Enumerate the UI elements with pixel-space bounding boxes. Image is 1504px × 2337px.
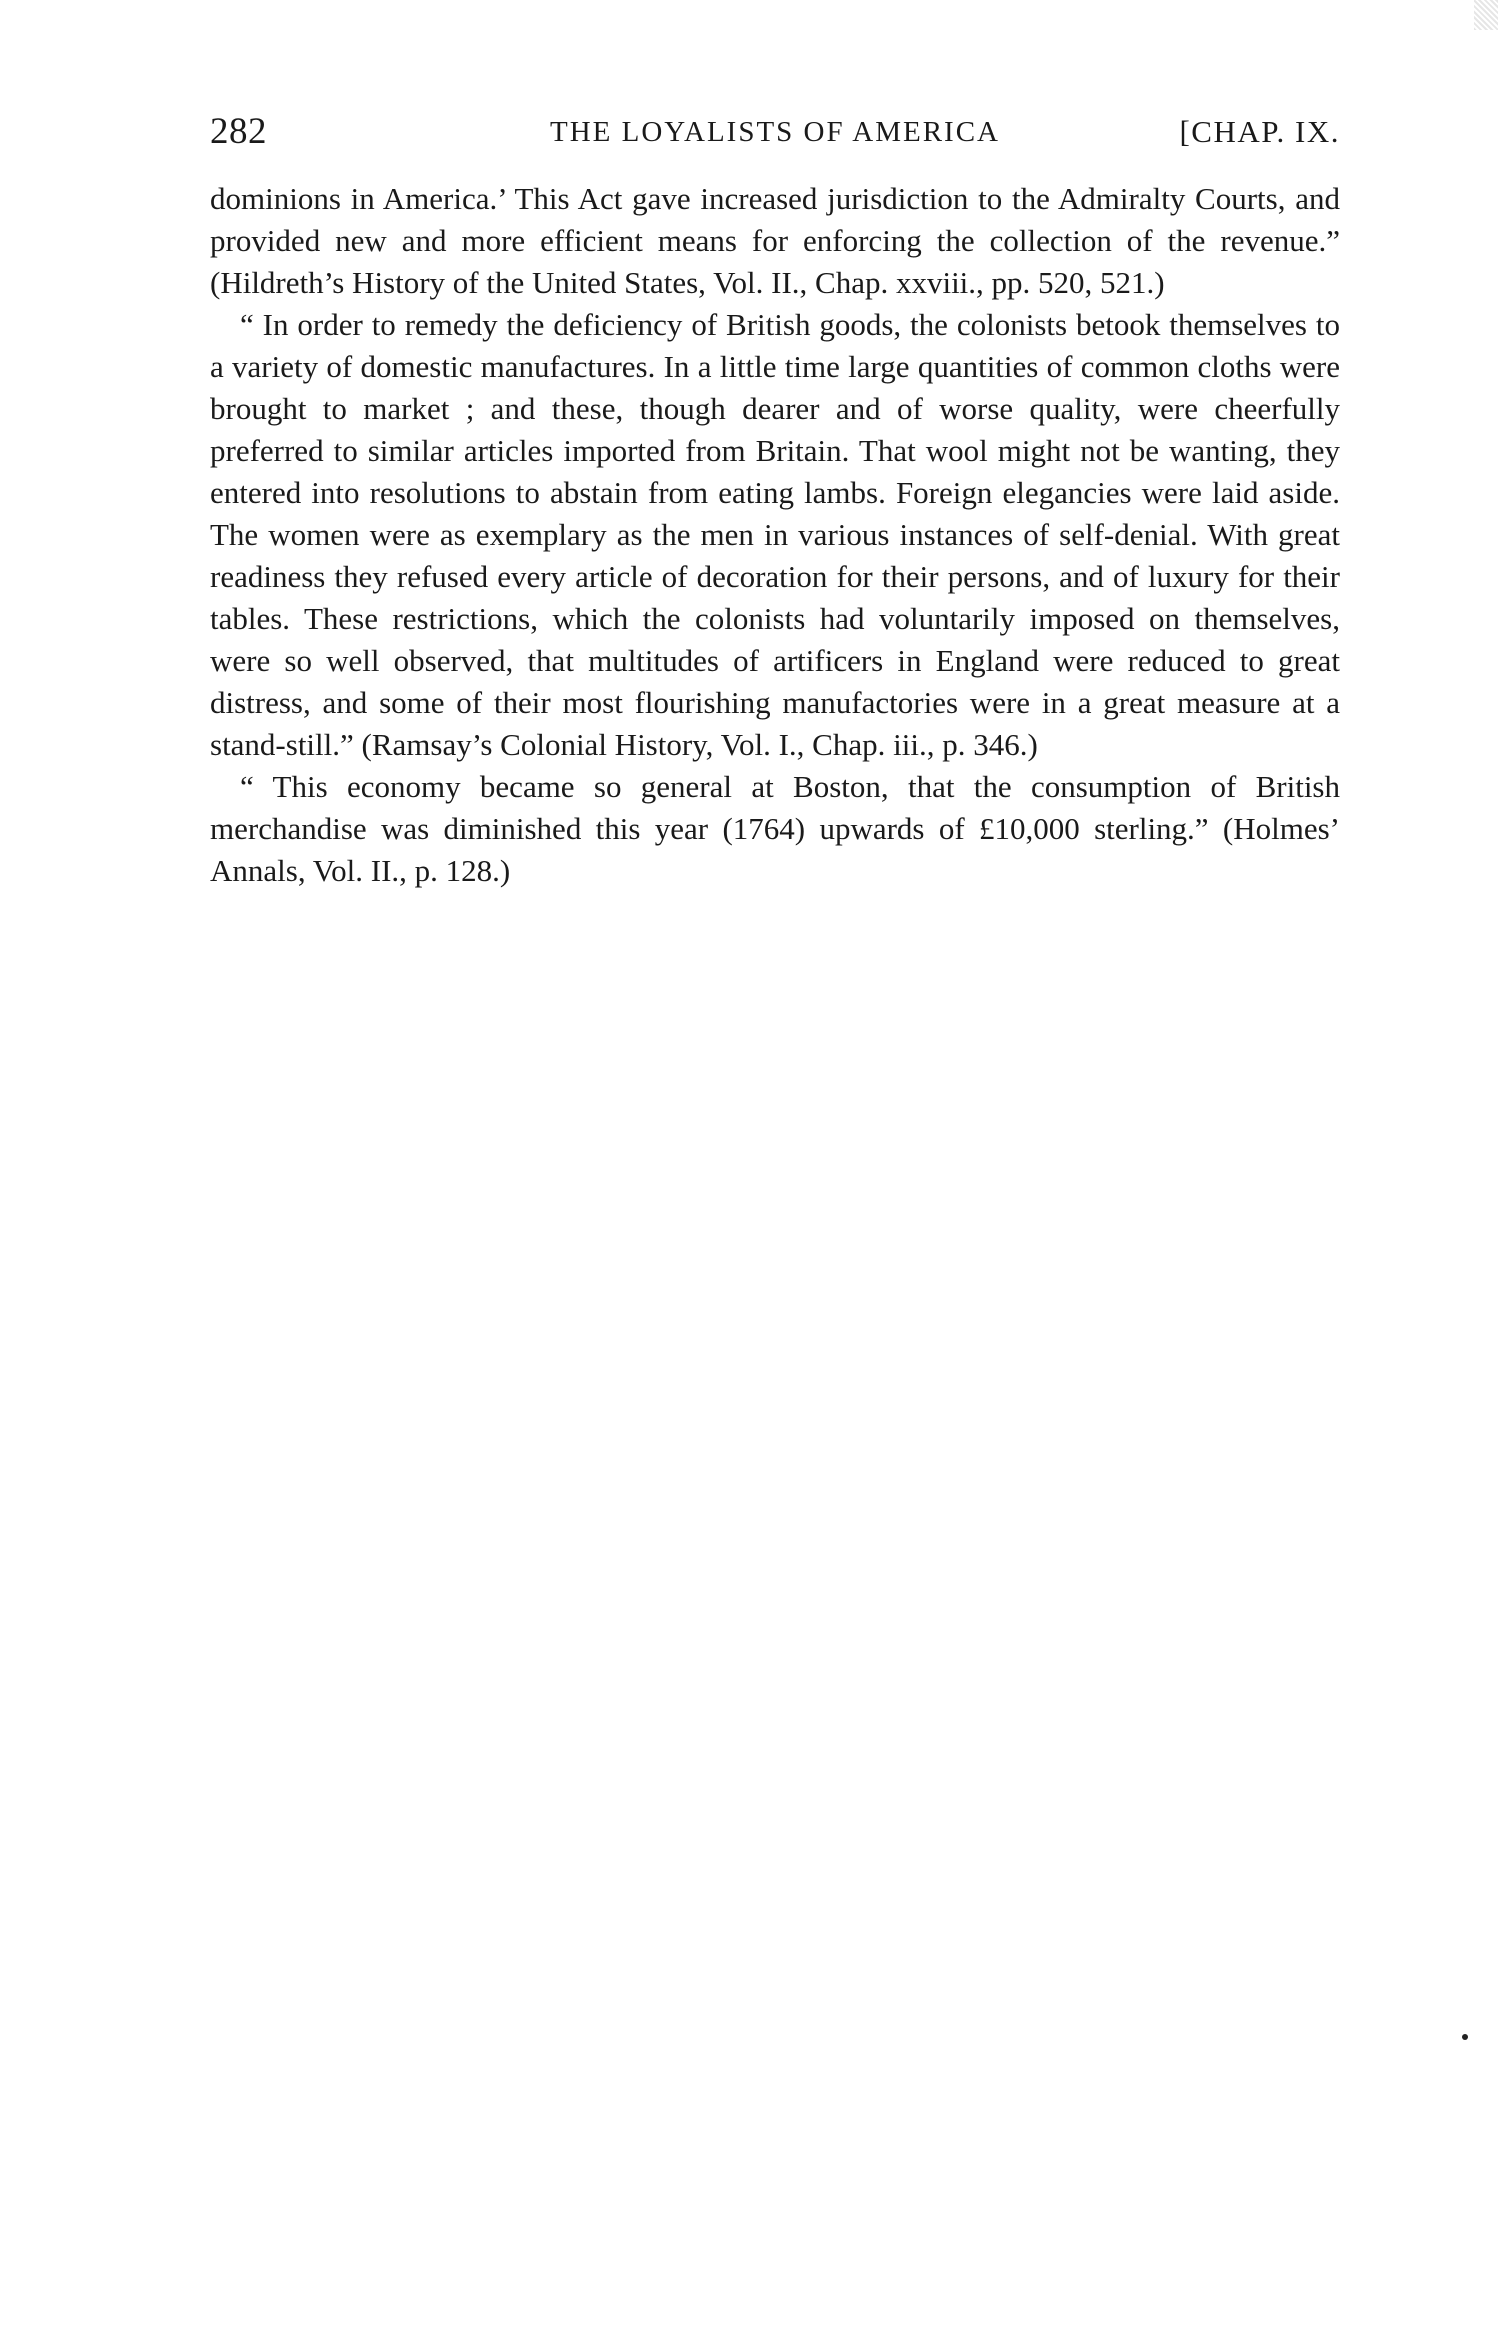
paragraph-continuation: dominions in America.’ This Act gave increased jurisdiction to the Admiralty Courts, and provided new and more efficient means for enforcing the collection of the revenue.” (Hildreth’s History of the United States, Vol. II., Chap. xxviii., pp. 520, 521.) — [210, 181, 1340, 300]
page-header — [210, 110, 1340, 160]
scan-corner-mark — [1474, 0, 1498, 30]
body-text — [210, 178, 1340, 892]
paragraph-holmes-quote: “ This economy became so general at Boston, that the consumption of British merchandise was diminished this year (1764) upwards of £10,000 sterling.” (Holmes’ Annals, Vol. II., p. 128.) — [210, 769, 1340, 888]
scan-speck — [1462, 2034, 1468, 2040]
paragraph-ramsay-quote: “ In order to remedy the deficiency of British goods, the colonists betook themselves to a variety of domestic manufactures. In a little time large quantities of common cloths were brought to market ; and these, though dearer and of worse quality, were cheerfully preferred to similar articles imported from Britain. That wool might not be wanting, they entered into resolutions to abstain from eating lambs. Foreign elegancies were laid aside. The women were as exemplary as the men in various instances of self-denial. With great readiness they refused every article of decoration for their persons, and of luxury for their tables. These restrictions, which the colonists had voluntarily imposed on themselves, were so well observed, that multitudes of artificers in England were reduced to great distress, and some of their most flourishing manufactories were in a great measure at a stand-still.” (Ramsay’s Colonial History, Vol. I., Chap. iii., p. 346.) — [210, 307, 1340, 762]
running-title: THE LOYALISTS OF AMERICA — [550, 116, 1000, 148]
page-number: 282 — [210, 111, 267, 152]
chapter-label: [CHAP. IX. — [1179, 114, 1340, 149]
